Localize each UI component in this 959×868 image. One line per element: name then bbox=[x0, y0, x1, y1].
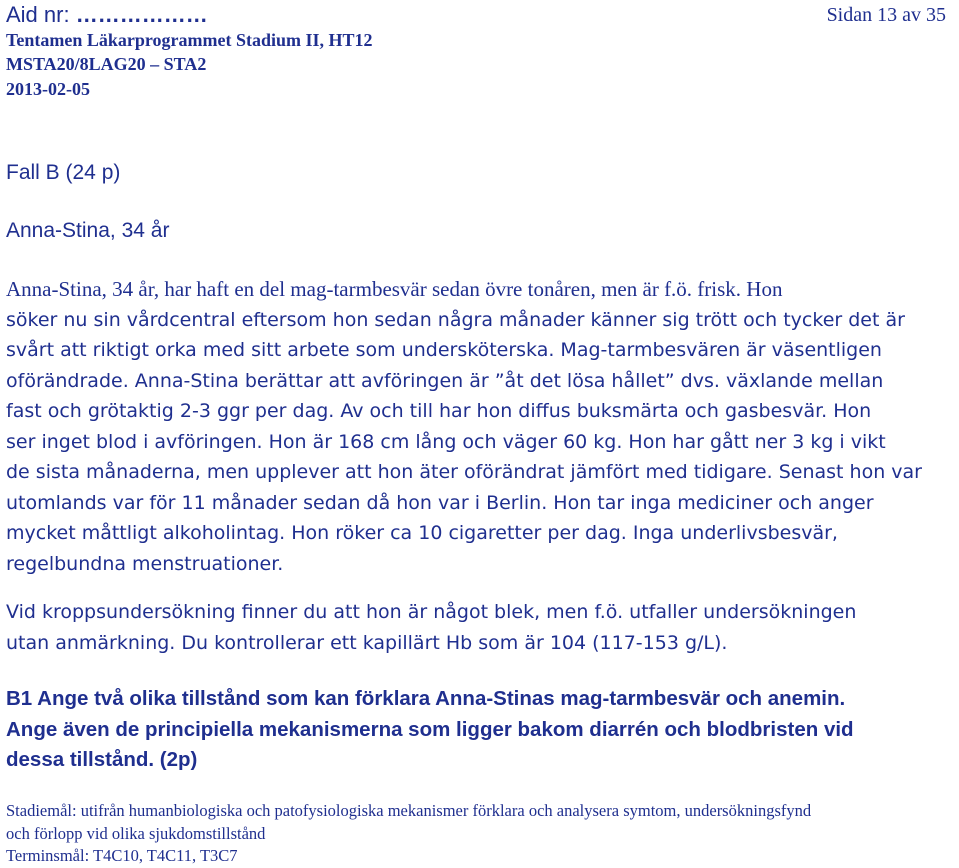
history-line: oförändrade. Anna-Stina berättar att avföringen är ”åt det lösa hållet” dvs. växlande mellan bbox=[6, 369, 884, 392]
question-b1 bbox=[6, 684, 954, 776]
page-indicator: Sidan 13 av 35 bbox=[826, 4, 946, 26]
question-line: B1 Ange två olika tillstånd som kan förklara Anna-Stinas mag-tarmbesvär och anemin. bbox=[6, 687, 846, 710]
aid-blank: ……………… bbox=[75, 2, 208, 27]
course-codes: MSTA20/8LAG20 – STA2 bbox=[6, 54, 207, 74]
history-line: söker nu sin vårdcentral eftersom hon sedan några månader känner sig trött och tycker det är bbox=[6, 308, 905, 331]
patient-heading: Anna-Stina, 34 år bbox=[6, 219, 170, 242]
case-title: Fall B (24 p) bbox=[6, 161, 121, 184]
history-line: mycket måttligt alkoholintag. Hon röker ca 10 cigaretter per dag. Inga underlivsbesvär, bbox=[6, 522, 838, 544]
history-line: de sista månaderna, men upplever att hon äter oförändrat jämfört med tidigare. Senast hon var bbox=[6, 461, 922, 483]
exam-line: utan anmärkning. Du kontrollerar ett kapillärt Hb som är 104 (117-153 g/L). bbox=[6, 631, 728, 654]
objective-line: Stadiemål: utifrån humanbiologiska och patofysiologiska mekanismer förklara och analysera symtom, undersökningsfynd bbox=[6, 801, 812, 820]
exam-date: 2013-02-05 bbox=[6, 79, 90, 99]
case-history bbox=[6, 274, 954, 579]
aid-label: Aid nr: bbox=[6, 2, 70, 27]
objective-line: och förlopp vid olika sjukdomstillstånd bbox=[6, 823, 266, 843]
learning-objectives bbox=[6, 800, 811, 868]
history-line: ser inget blod i avföringen. Hon är 168 cm lång och väger 60 kg. Hon har gått ner 3 kg i vikt bbox=[6, 430, 886, 453]
aid-number bbox=[6, 2, 208, 28]
history-line: regelbundna menstruationer. bbox=[6, 552, 284, 575]
history-line: Anna-Stina, 34 år, har haft en del mag-tarmbesvär sedan övre tonåren, men är f.ö. frisk. Hon bbox=[6, 277, 783, 301]
question-line: Ange även de principiella mekanismerna som ligger bakom diarrén och blodbristen vid bbox=[6, 717, 854, 741]
objective-line: Terminsmål: T4C10, T4C11, T3C7 bbox=[6, 846, 238, 865]
question-line: dessa tillstånd. (2p) bbox=[6, 748, 198, 771]
history-line: fast och grötaktig 2-3 ggr per dag. Av och till har hon diffus buksmärta och gasbesvär. Hon bbox=[6, 400, 872, 422]
history-line: svårt att riktigt orka med sitt arbete som undersköterska. Mag-tarmbesvären är väsentligen bbox=[6, 339, 882, 361]
exam-line: Vid kroppsundersökning finner du att hon är något blek, men f.ö. utfaller undersökningen bbox=[6, 601, 857, 623]
physical-exam bbox=[6, 597, 954, 658]
page-header bbox=[6, 2, 946, 30]
history-line: utomlands var för 11 månader sedan då hon var i Berlin. Hon tar inga mediciner och anger bbox=[6, 491, 874, 514]
exam-title: Tentamen Läkarprogrammet Stadium II, HT12 bbox=[6, 30, 373, 50]
